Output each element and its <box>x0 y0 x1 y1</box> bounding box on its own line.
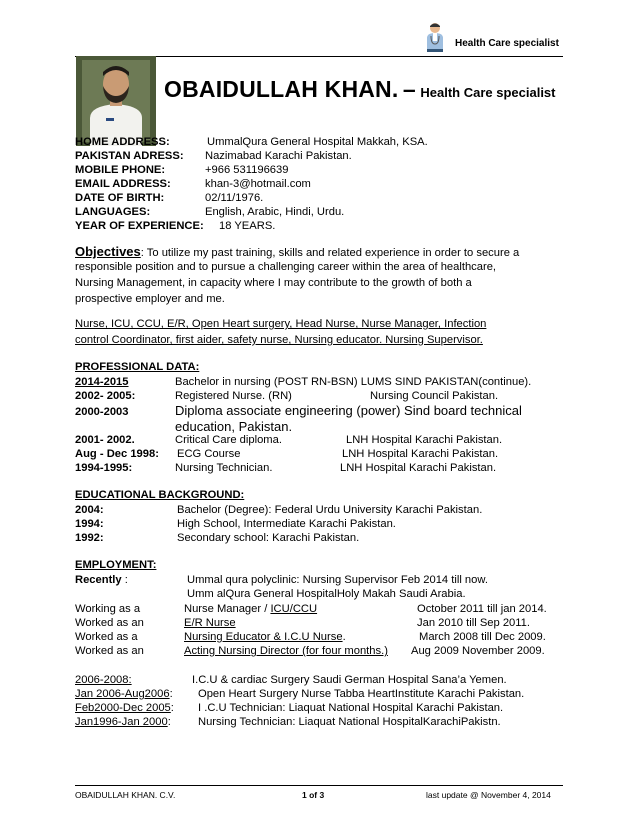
history-date: Jan1996-Jan 2000: <box>75 716 171 728</box>
role-label: Worked as an <box>75 645 144 657</box>
objectives-line <box>75 243 519 261</box>
history-date: 2006-2008: <box>75 674 132 686</box>
edu-text: High School, Intermediate Karachi Pakistan. <box>177 518 396 530</box>
role-text-underlined: ICU/CCU <box>270 603 318 615</box>
history-text: I.C.U & cardiac Surgery Saudi German Hospital Sana’a Yemen. <box>192 674 507 686</box>
edu-year-text: 1994 <box>75 518 100 530</box>
recently-label: Recently : <box>75 574 128 586</box>
prof-text: Diploma associate engineering (power) Sind board technical <box>175 403 522 418</box>
role-text-tail: . <box>342 631 346 643</box>
role-date: Aug 2009 November 2009. <box>411 645 545 657</box>
prof-text: Nursing Technician. <box>175 462 273 474</box>
skills-line: control Coordinator, first aider, safety nurse, Nursing educator. Nursing Supervisor. <box>75 334 483 346</box>
detail-label: EMAIL ADDRESS: <box>75 178 171 190</box>
skills-line: Nurse, ICU, CCU, E/R, Open Heart surgery, Head Nurse, Nurse Manager, Infection <box>75 318 487 330</box>
prof-year: 2002- 2005: <box>75 390 136 402</box>
detail-value: English, Arabic, Hindi, Urdu. <box>205 206 345 218</box>
header-title: Health Care specialist <box>455 38 559 49</box>
role-label: Worked as a <box>75 631 138 643</box>
detail-label: DATE OF BIRTH: <box>75 192 165 204</box>
prof-text: ECG Course <box>177 448 241 460</box>
name-text: OBAIDULLAH KHAN. <box>164 76 399 102</box>
education-title: EDUCATIONAL BACKGROUND: <box>75 489 245 501</box>
objectives-text: responsible position and to pursue a challenging career within the area of healthcare, <box>75 261 497 273</box>
role-date: Jan 2010 till Sep 2011. <box>417 617 530 629</box>
recently-line: Ummal qura polyclinic: Nursing Supervisor Feb 2014 till now. <box>187 574 488 586</box>
detail-label: MOBILE PHONE: <box>75 164 166 176</box>
prof-year: Aug - Dec 1998: <box>75 448 159 460</box>
detail-value: khan-3@hotmail.com <box>205 178 311 190</box>
role-label: Worked as an <box>75 617 144 629</box>
history-date-text: Feb2000-Dec 2005 <box>75 702 171 714</box>
role-date: October 2011 till jan 2014. <box>417 603 547 615</box>
detail-label: LANGUAGES: <box>75 206 151 218</box>
prof-place: Nursing Council Pakistan. <box>370 390 499 402</box>
name-role: Health Care specialist <box>420 85 556 100</box>
edu-year: 1992: <box>75 532 104 544</box>
role-text-underlined: Nursing Educator & I.C.U Nurse <box>184 631 343 643</box>
detail-label: YEAR OF EXPERIENCE: <box>75 220 204 232</box>
detail-value: +966 531196639 <box>205 164 289 176</box>
prof-year: 2014-2015 <box>75 376 129 388</box>
detail-value: 02/11/1976. <box>205 192 264 204</box>
prof-place: LNH Hospital Karachi Pakistan. <box>346 434 503 446</box>
prof-place: LNH Hospital Karachi Pakistan. <box>342 448 499 460</box>
prof-text: Critical Care diploma. <box>175 434 282 446</box>
doctor-icon <box>424 22 446 52</box>
history-date-text: Jan1996-Jan 2000 <box>75 716 168 728</box>
detail-label: HOME ADDRESS: <box>75 136 170 148</box>
history-date: Feb2000-Dec 2005: <box>75 702 174 714</box>
footer-page-number: 1 of 3 <box>302 790 325 800</box>
objectives-text: prospective employer and me. <box>75 293 225 305</box>
footer-rule <box>75 785 563 786</box>
prof-year: 2001- 2002. <box>75 434 135 446</box>
professional-title: PROFESSIONAL DATA: <box>75 361 200 373</box>
detail-value: 18 YEARS. <box>219 220 276 232</box>
candidate-name <box>164 76 556 103</box>
prof-text: Bachelor in nursing (POST RN-BSN) LUMS SIND PAKISTAN(continue). <box>175 376 532 388</box>
name-dash: – <box>402 76 416 102</box>
objectives-title: Objectives <box>75 244 141 259</box>
role-date: March 2008 till Dec 2009. <box>419 631 546 643</box>
role-title: Acting Nursing Director (for four months.) <box>184 645 388 657</box>
prof-year: 1994-1995: <box>75 462 133 474</box>
edu-year-text: 1992 <box>75 532 100 544</box>
detail-label: PAKISTAN ADRESS: <box>75 150 184 162</box>
role-text: Nurse Manager / <box>184 603 271 615</box>
objectives-text: : To utilize my past training, skills and related experience in order to secure a <box>140 247 520 259</box>
prof-year: 2000-2003 <box>75 406 129 418</box>
prof-place: LNH Hospital Karachi Pakistan. <box>340 462 497 474</box>
footer-left: OBAIDULLAH KHAN. C.V. <box>75 790 176 800</box>
employment-title: EMPLOYMENT: <box>75 559 157 571</box>
role-title <box>184 631 346 643</box>
edu-text: Secondary school: Karachi Pakistan. <box>177 532 360 544</box>
role-title: E/R Nurse <box>184 617 236 629</box>
detail-value: UmmalQura General Hospital Makkah, KSA. <box>207 136 428 148</box>
history-text: I .C.U Technician: Liaquat National Hospital Karachi Pakistan. <box>198 702 504 714</box>
objectives-text: Nursing Management, in capacity where I may contribute to the growth of both a <box>75 277 472 289</box>
edu-year: 2004: <box>75 504 104 516</box>
history-text: Open Heart Surgery Nurse Tabba HeartInstitute Karachi Pakistan. <box>198 688 525 700</box>
edu-year-text: 2004 <box>75 504 100 516</box>
history-text: Nursing Technician: Liaquat National HospitalKarachiPakistn. <box>198 716 501 728</box>
detail-value: Nazimabad Karachi Pakistan. <box>205 150 352 162</box>
history-date-text: Jan 2006-Aug2006 <box>75 688 170 700</box>
prof-text-cont: education, Pakistan. <box>175 419 293 434</box>
history-date: Jan 2006-Aug2006: <box>75 688 173 700</box>
role-title <box>184 603 317 615</box>
edu-text: Bachelor (Degree): Federal Urdu University Karachi Pakistan. <box>177 504 483 516</box>
prof-text: Registered Nurse. (RN) <box>175 390 292 402</box>
recently-label-text: Recently <box>75 574 122 586</box>
recently-line: Umm alQura General HospitalHoly Makah Saudi Arabia. <box>187 588 466 600</box>
edu-year: 1994: <box>75 518 104 530</box>
profile-photo <box>76 56 156 146</box>
footer-right: last update @ November 4, 2014 <box>426 790 551 800</box>
role-label: Working as a <box>75 603 141 615</box>
